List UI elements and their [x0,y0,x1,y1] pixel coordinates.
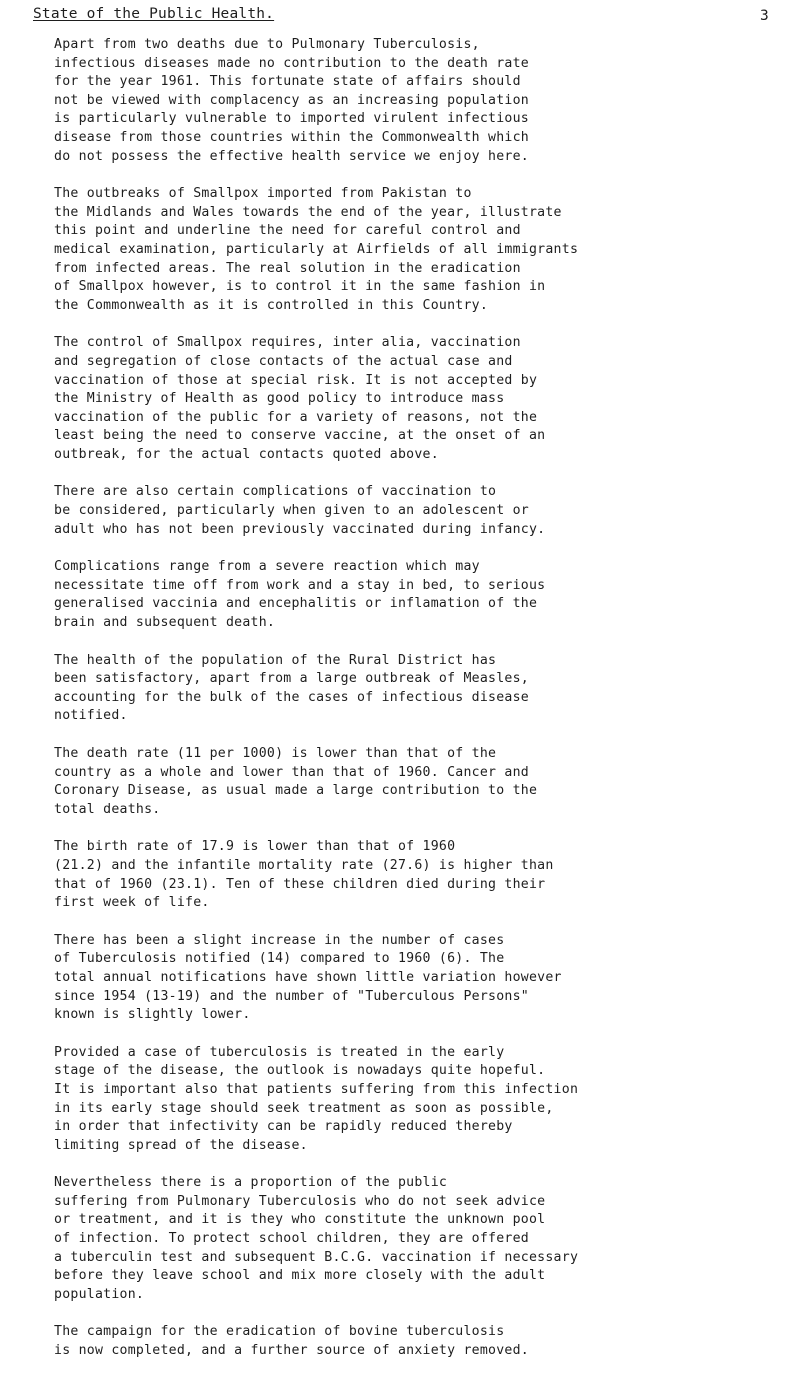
paragraph [54,652,794,726]
text-line: that of 1960 (23.1). Ten of these children died during their [54,876,546,892]
text-line: The campaign for the eradication of bovine tuberculosis [54,1324,505,1340]
text-line: vaccination of the public for a variety of reasons, not the [54,409,538,425]
text-line: population. [54,1286,145,1302]
text-line: known is slightly lower. [54,1007,251,1023]
text-line: before they leave school and mix more closely with the adult [54,1268,546,1284]
text-line: necessitate time off from work and a stay in bed, to serious [54,577,546,593]
text-line: Nevertheless there is a proportion of the public [54,1175,448,1191]
text-line: the Midlands and Wales towards the end of the year, illustrate [54,204,562,220]
paragraph [54,838,794,912]
text-line: and segregation of close contacts of the actual case and [54,353,513,369]
text-line: It is important also that patients suffering from this infection [54,1081,579,1097]
text-line: in order that infectivity can be rapidly reduced thereby [54,1119,513,1135]
text-line: Complications range from a severe reaction which may [54,559,480,575]
text-line: (21.2) and the infantile mortality rate (27.6) is higher than [54,857,554,873]
text-line: accounting for the bulk of the cases of infectious disease [54,689,529,705]
text-line: from infected areas. The real solution in the eradication [54,260,521,276]
text-line: The birth rate of 17.9 is lower than that of 1960 [54,839,456,855]
text-line: least being the need to conserve vaccine, at the onset of an [54,428,546,444]
text-line: been satisfactory, apart from a large outbreak of Measles, [54,671,529,687]
text-line: of Smallpox however, is to control it in the same fashion in [54,279,546,295]
text-line: brain and subsequent death. [54,615,276,631]
text-line: Provided a case of tuberculosis is treated in the early [54,1044,505,1060]
text-line: since 1954 (13-19) and the number of "Tuberculous Persons" [54,988,529,1004]
text-line: suffering from Pulmonary Tuberculosis who do not seek advice [54,1193,546,1209]
paragraph [54,558,794,632]
paragraph [54,483,794,539]
text-line: The death rate (11 per 1000) is lower than that of the [54,746,497,761]
paragraph [54,932,794,1025]
text-line: limiting spread of the disease. [54,1137,308,1153]
text-line: country as a whole and lower than that of 1960. Cancer and [54,764,529,780]
text-line: outbreak, for the actual contacts quoted above. [54,446,439,462]
paragraph [54,185,794,315]
page-number: 3 [760,8,769,24]
paragraph [54,334,794,464]
text-line: the Ministry of Health as good policy to introduce mass [54,391,505,407]
text-line: The control of Smallpox requires, inter alia, vaccination [54,335,521,351]
text-line: total deaths. [54,801,161,817]
text-line: vaccination of those at special risk. It is not accepted by [54,372,538,388]
text-line: The health of the population of the Rural District has [54,652,497,668]
text-line: is particularly vulnerable to imported virulent infectious [54,111,529,127]
paragraph [54,1174,794,1304]
text-line: total annual notifications have shown little variation however [54,969,562,985]
text-line: There has been a slight increase in the number of cases [54,932,505,948]
paragraph [54,1323,794,1360]
text-line: do not possess the effective health service we enjoy here. [54,148,529,164]
text-line: not be viewed with complacency as an increasing population [54,92,529,108]
text-line: of Tuberculosis notified (14) compared to 1960 (6). The [54,951,505,967]
text-line: in its early stage should seek treatment as soon as possible, [54,1100,554,1116]
text-line: infectious diseases made no contribution to the death rate [54,55,529,71]
text-line: be considered, particularly when given to an adolescent or [54,503,529,519]
text-line: notified. [54,708,128,724]
text-line: this point and underline the need for careful control and [54,223,521,239]
text-line: a tuberculin test and subsequent B.C.G. vaccination if necessary [54,1249,579,1265]
text-line: generalised vaccinia and encephalitis or inflamation of the [54,596,538,612]
text-line: adult who has not been previously vaccinated during infancy. [54,521,546,537]
text-line: There are also certain complications of vaccination to [54,484,497,500]
text-line: the Commonwealth as it is controlled in this Country. [54,297,489,313]
paragraph [54,745,794,819]
text-line: or treatment, and it is they who constitute the unknown pool [54,1212,546,1228]
text-line: disease from those countries within the Commonwealth which [54,129,529,145]
text-line: for the year 1961. This fortunate state of affairs should [54,74,521,90]
text-line: Apart from two deaths due to Pulmonary Tuberculosis, [54,37,480,52]
running-head: State of the Public Health. [33,6,275,22]
text-line: medical examination, particularly at Airfields of all immigrants [54,241,579,257]
text-line: first week of life. [54,895,210,911]
text-line: Coronary Disease, as usual made a large contribution to the [54,783,538,799]
paragraph [54,1044,794,1156]
body-text [54,36,794,1380]
text-line: The outbreaks of Smallpox imported from Pakistan to [54,186,472,202]
paragraph [54,36,794,166]
text-line: stage of the disease, the outlook is nowadays quite hopeful. [54,1063,546,1079]
text-line: is now completed, and a further source of anxiety removed. [54,1343,529,1359]
text-line: of infection. To protect school children, they are offered [54,1231,529,1247]
